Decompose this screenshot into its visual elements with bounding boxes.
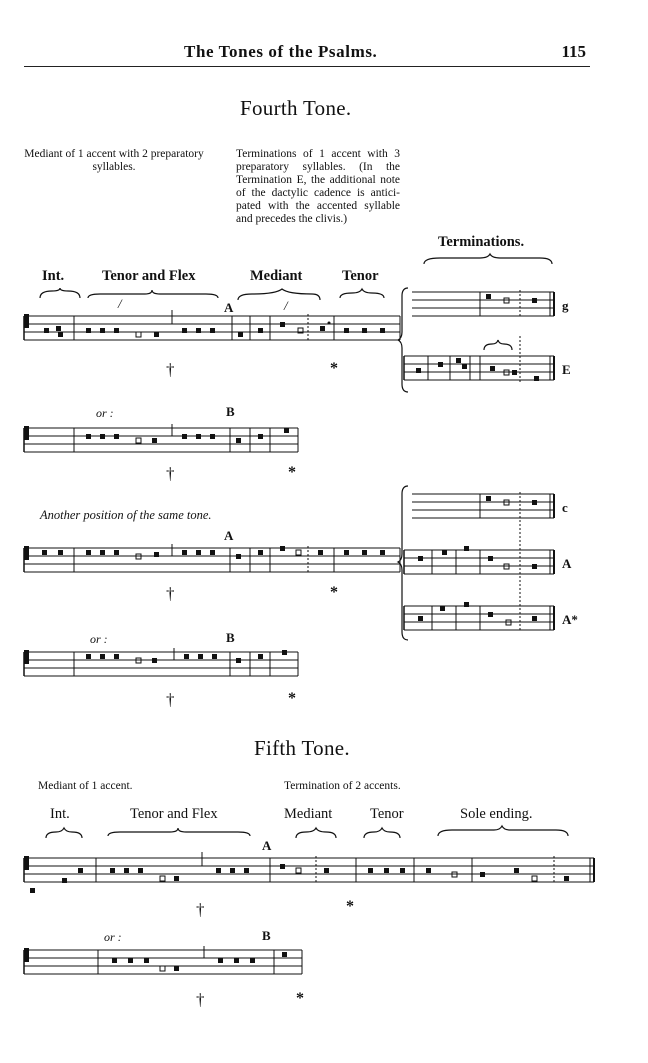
fifth-letter-a: A	[262, 838, 272, 853]
label-mediant: Mediant	[250, 268, 303, 284]
star-mark-2: *	[288, 464, 296, 481]
letter-c: c	[562, 500, 568, 515]
fourth-terminations-note: Terminations of 1 accent with 3 preparatory syllables. (In the Termination E, the additional note of the dactylic cadence is antici-pated with the accented syllable and precedes the clivis.)	[236, 148, 400, 225]
fifth-staff-1	[24, 852, 598, 902]
letter-b-2: B	[226, 630, 235, 645]
fifth-or-label: or :	[104, 930, 122, 944]
letter-a-2: A	[224, 528, 234, 543]
cross-mark-4: †	[166, 690, 175, 709]
fifth-termination-note: Termination of 2 accents.	[284, 780, 401, 792]
fifth-tone-title: Fifth Tone.	[254, 736, 350, 760]
fourth-tone-title: Fourth Tone.	[240, 96, 352, 120]
letter-g: g	[562, 298, 569, 313]
cross-mark-1: †	[166, 360, 175, 379]
fifth-label-tenor-flex: Tenor and Flex	[130, 806, 218, 822]
terminations-label: Terminations.	[438, 234, 525, 250]
or-label-2: or :	[90, 632, 108, 646]
fifth-label-int: Int.	[50, 806, 70, 822]
star-mark-4: *	[288, 690, 296, 707]
fifth-star-2: *	[296, 990, 304, 1007]
accent-mark: /	[118, 296, 122, 311]
letter-a-star: A*	[562, 612, 578, 627]
star-mark-1: *	[330, 360, 338, 377]
fifth-cross-2: †	[196, 990, 205, 1009]
another-position-caption: Another position of the same tone.	[40, 508, 212, 522]
fifth-label-mediant: Mediant	[284, 806, 333, 822]
label-int: Int.	[42, 268, 65, 284]
letter-a-term: A	[562, 556, 572, 571]
fifth-cross-1: †	[196, 900, 205, 919]
letter-b-1: B	[226, 404, 235, 419]
star-mark-3: *	[330, 584, 338, 601]
label-tenor-flex: Tenor and Flex	[102, 268, 196, 284]
cross-mark-2: †	[166, 464, 175, 483]
fourth-mediant-note: Mediant of 1 accent with 2 preparatory syllables.	[24, 148, 204, 173]
fifth-mediant-note: Mediant of 1 accent.	[38, 780, 133, 792]
letter-e: E	[562, 362, 571, 377]
page-number: 115	[561, 42, 586, 61]
accent-mark: /	[284, 298, 288, 313]
running-title: The Tones of the Psalms.	[184, 42, 378, 61]
fifth-staff-2	[24, 946, 314, 986]
letter-a-1: A	[224, 300, 234, 315]
fifth-label-tenor: Tenor	[370, 806, 404, 822]
or-label-1: or :	[96, 406, 114, 420]
label-tenor: Tenor	[342, 268, 379, 284]
fifth-letter-b: B	[262, 928, 271, 943]
fifth-star-1: *	[346, 898, 354, 915]
cross-mark-3: †	[166, 584, 175, 603]
fifth-label-sole-ending: Sole ending.	[460, 806, 533, 822]
